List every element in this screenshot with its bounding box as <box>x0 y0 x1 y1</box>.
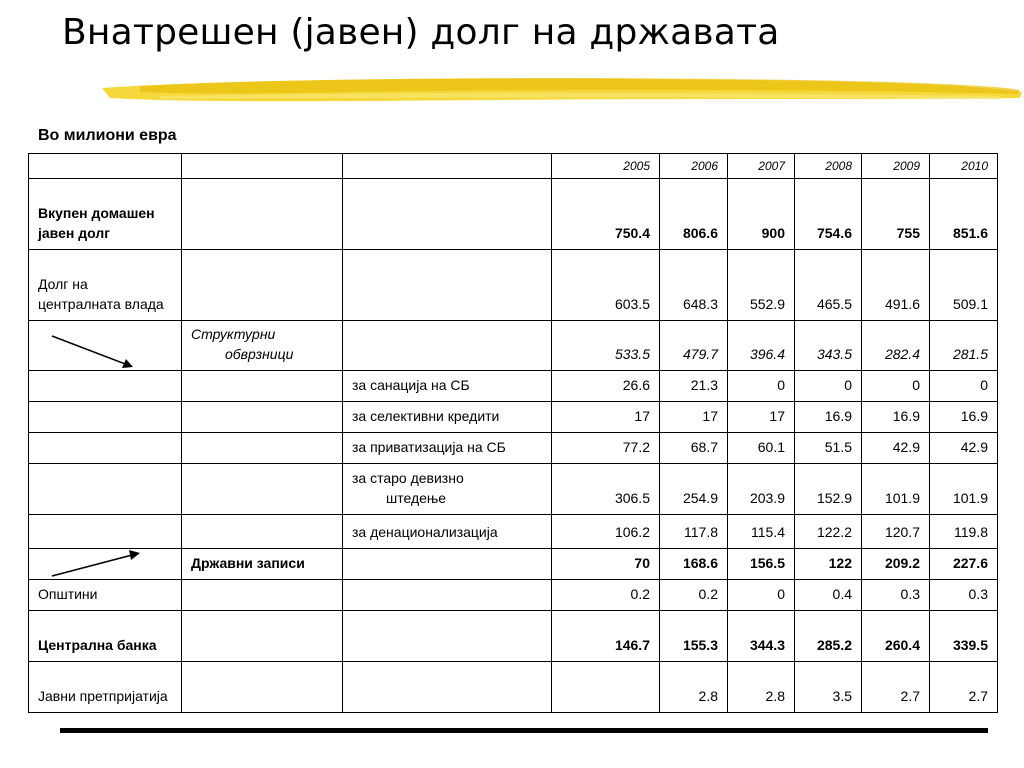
yellow-highlight-stroke <box>100 70 1024 110</box>
table-cell <box>343 580 552 611</box>
value-cell: 0 <box>795 371 862 402</box>
value-cell <box>552 662 660 713</box>
table-row <box>29 402 998 433</box>
value-cell: 168.6 <box>660 549 728 580</box>
table-cell <box>343 179 552 250</box>
value-cell: 120.7 <box>862 515 930 549</box>
value-cell: 16.9 <box>862 402 930 433</box>
row-label: за приватизација на СБ <box>343 433 552 464</box>
unit-label: Во милиони евра <box>38 127 177 144</box>
row-label: Долг на централната влада <box>29 250 182 321</box>
value-cell: 806.6 <box>660 179 728 250</box>
bottom-rule <box>60 728 988 733</box>
value-cell: 254.9 <box>660 464 728 515</box>
table-cell <box>343 662 552 713</box>
value-cell: 755 <box>862 179 930 250</box>
table-cell <box>182 464 343 515</box>
value-cell: 16.9 <box>930 402 998 433</box>
value-cell: 0.2 <box>552 580 660 611</box>
table-cell <box>182 662 343 713</box>
year-header: 2008 <box>795 154 862 179</box>
table-cell <box>343 611 552 662</box>
row-label-line: Структурни <box>191 326 276 342</box>
value-cell: 122 <box>795 549 862 580</box>
value-cell: 0.4 <box>795 580 862 611</box>
value-cell: 285.2 <box>795 611 862 662</box>
value-cell: 51.5 <box>795 433 862 464</box>
table-row <box>29 662 998 713</box>
value-cell: 21.3 <box>660 371 728 402</box>
value-cell: 282.4 <box>862 321 930 371</box>
table-cell <box>29 464 182 515</box>
year-header: 2007 <box>728 154 795 179</box>
value-cell: 106.2 <box>552 515 660 549</box>
table-row <box>29 515 998 549</box>
value-cell: 70 <box>552 549 660 580</box>
value-cell: 26.6 <box>552 371 660 402</box>
value-cell: 533.5 <box>552 321 660 371</box>
year-header: 2009 <box>862 154 930 179</box>
table-cell <box>29 433 182 464</box>
value-cell: 344.3 <box>728 611 795 662</box>
value-cell: 465.5 <box>795 250 862 321</box>
table-cell <box>343 321 552 371</box>
value-cell: 754.6 <box>795 179 862 250</box>
table-cell <box>182 371 343 402</box>
value-cell: 42.9 <box>930 433 998 464</box>
table-cell <box>343 250 552 321</box>
table-cell <box>343 549 552 580</box>
value-cell: 68.7 <box>660 433 728 464</box>
value-cell: 0 <box>862 371 930 402</box>
value-cell: 2.8 <box>728 662 795 713</box>
value-cell: 479.7 <box>660 321 728 371</box>
value-cell: 156.5 <box>728 549 795 580</box>
value-cell: 3.5 <box>795 662 862 713</box>
row-label: Јавни претпријатија <box>29 662 182 713</box>
value-cell: 42.9 <box>862 433 930 464</box>
row-label: за селективни кредити <box>343 402 552 433</box>
row-label: за денационализација <box>343 515 552 549</box>
value-cell: 227.6 <box>930 549 998 580</box>
table-header-row <box>29 154 998 179</box>
row-label: Државни записи <box>182 549 343 580</box>
table-row <box>29 549 998 580</box>
row-label-line: штедење <box>386 490 447 506</box>
value-cell: 552.9 <box>728 250 795 321</box>
table-row <box>29 321 998 371</box>
value-cell: 0.2 <box>660 580 728 611</box>
value-cell: 152.9 <box>795 464 862 515</box>
row-label <box>343 464 552 515</box>
value-cell: 281.5 <box>930 321 998 371</box>
value-cell: 155.3 <box>660 611 728 662</box>
table-cell <box>182 433 343 464</box>
table-row <box>29 464 998 515</box>
value-cell: 203.9 <box>728 464 795 515</box>
year-header: 2010 <box>930 154 998 179</box>
value-cell: 101.9 <box>930 464 998 515</box>
row-label: Општини <box>29 580 182 611</box>
table-row <box>29 611 998 662</box>
table-cell <box>29 321 182 371</box>
value-cell: 17 <box>728 402 795 433</box>
value-cell: 306.5 <box>552 464 660 515</box>
value-cell: 2.8 <box>660 662 728 713</box>
value-cell: 101.9 <box>862 464 930 515</box>
value-cell: 122.2 <box>795 515 862 549</box>
table-row <box>29 433 998 464</box>
table-cell <box>29 371 182 402</box>
value-cell: 343.5 <box>795 321 862 371</box>
table-cell <box>182 179 343 250</box>
row-label-line: обврзници <box>225 346 294 362</box>
public-debt-table <box>28 153 998 713</box>
header-cell-empty <box>182 154 343 179</box>
value-cell: 509.1 <box>930 250 998 321</box>
row-label: Централна банка <box>29 611 182 662</box>
value-cell: 2.7 <box>862 662 930 713</box>
table-cell <box>182 402 343 433</box>
value-cell: 750.4 <box>552 179 660 250</box>
slide-title: Внатрешен (јавен) долг на државата <box>62 12 780 53</box>
value-cell: 17 <box>552 402 660 433</box>
value-cell: 77.2 <box>552 433 660 464</box>
value-cell: 0 <box>728 371 795 402</box>
value-cell: 146.7 <box>552 611 660 662</box>
header-cell-empty <box>29 154 182 179</box>
value-cell: 851.6 <box>930 179 998 250</box>
header-cell-empty <box>343 154 552 179</box>
row-label-line: за старо девизно <box>352 470 464 486</box>
value-cell: 117.8 <box>660 515 728 549</box>
table-cell <box>29 402 182 433</box>
value-cell: 119.8 <box>930 515 998 549</box>
table-cell <box>29 549 182 580</box>
table-cell <box>29 515 182 549</box>
table-cell <box>182 611 343 662</box>
table-row <box>29 250 998 321</box>
value-cell: 648.3 <box>660 250 728 321</box>
value-cell: 0 <box>930 371 998 402</box>
table-row <box>29 580 998 611</box>
value-cell: 17 <box>660 402 728 433</box>
table-cell <box>182 250 343 321</box>
value-cell: 339.5 <box>930 611 998 662</box>
value-cell: 209.2 <box>862 549 930 580</box>
value-cell: 491.6 <box>862 250 930 321</box>
value-cell: 260.4 <box>862 611 930 662</box>
value-cell: 2.7 <box>930 662 998 713</box>
value-cell: 115.4 <box>728 515 795 549</box>
table-row <box>29 371 998 402</box>
value-cell: 60.1 <box>728 433 795 464</box>
table-cell <box>182 515 343 549</box>
year-header: 2005 <box>552 154 660 179</box>
value-cell: 16.9 <box>795 402 862 433</box>
year-header: 2006 <box>660 154 728 179</box>
row-label <box>182 321 343 371</box>
value-cell: 900 <box>728 179 795 250</box>
table-cell <box>182 580 343 611</box>
row-label: за санација на СБ <box>343 371 552 402</box>
table-row <box>29 179 998 250</box>
row-label: Вкупен домашен јавен долг <box>29 179 182 250</box>
value-cell: 0.3 <box>862 580 930 611</box>
value-cell: 0.3 <box>930 580 998 611</box>
value-cell: 0 <box>728 580 795 611</box>
value-cell: 603.5 <box>552 250 660 321</box>
value-cell: 396.4 <box>728 321 795 371</box>
